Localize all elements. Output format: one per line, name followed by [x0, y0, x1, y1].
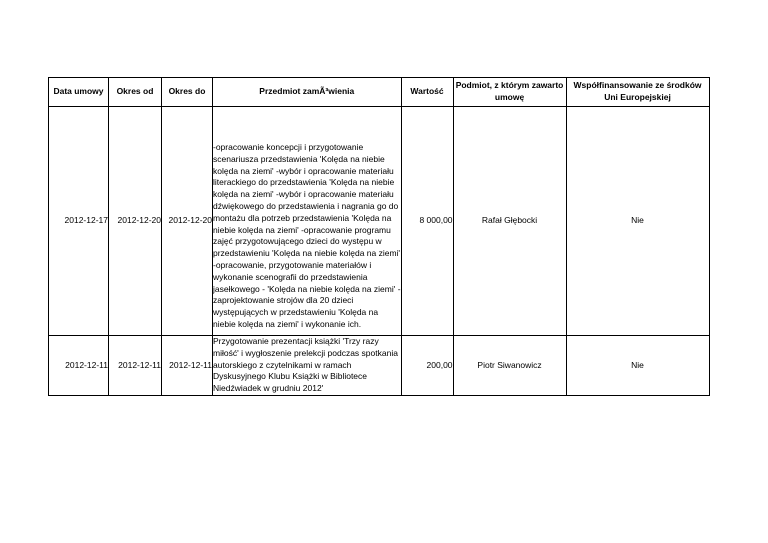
- subject-line: -opracowanie koncepcji i przygotowanie: [213, 142, 364, 152]
- subject-line: montażu dla potrzeb przedstawienia 'Kolęda na: [213, 212, 392, 223]
- table-row: [49, 336, 710, 396]
- cell-wartosc: 200,00: [401, 336, 453, 396]
- subject-line: zajęć przygotowującego dzieci do występu w: [213, 236, 382, 247]
- cell-podmiot: Piotr Siwanowicz: [453, 336, 566, 396]
- cell-okres-od: 2012-12-11: [109, 336, 162, 396]
- header-podmiot: Podmiot, z którym zawarto umowę: [453, 78, 566, 107]
- subject-line: jasełkowego - 'Kolęda na niebie kolęda na ziemi' -: [213, 283, 401, 294]
- cell-okres-do: 2012-12-11: [162, 336, 213, 396]
- cell-data-umowy: 2012-12-17: [49, 107, 109, 336]
- subject-line: niebie kolęda na ziemi' -opracowanie programu: [213, 224, 391, 235]
- cell-przedmiot: [213, 336, 402, 396]
- subject-line: przedstawieniu 'Kolęda na niebie kolęda na ziemi': [213, 248, 401, 259]
- header-data-umowy: Data umowy: [49, 78, 109, 107]
- subject-line: zaprojektowanie strojów dla 20 dzieci: [213, 295, 354, 306]
- header-wspolfinansowanie: Współfinansowanie ze środków Uni Europejskiej: [566, 78, 709, 107]
- cell-okres-do: 2012-12-20: [162, 107, 213, 336]
- subject-line: Przygotowanie prezentacji książki 'Trzy razy: [213, 336, 379, 346]
- subject-line: wykonanie scenografii do przedstawienia: [213, 271, 368, 282]
- cell-data-umowy: 2012-12-11: [49, 336, 109, 396]
- subject-line: kolęda na ziemi' -wybór i opracowanie materiału: [213, 165, 394, 176]
- contracts-table: [48, 77, 710, 396]
- subject-line: występujących w przedstawieniu 'Kolęda na: [213, 307, 379, 318]
- subject-line: scenariusza przedstawienia 'Kolęda na niebie: [213, 153, 385, 164]
- header-okres-do: Okres do: [162, 78, 213, 107]
- subject-line: literackiego do przedstawienia 'Kolęda na niebie: [213, 177, 395, 188]
- subject-line: Niedźwiadek w grudniu 2012': [213, 383, 324, 394]
- cell-podmiot: Rafał Głębocki: [453, 107, 566, 336]
- subject-line: autorskiego z czytelnikami w ramach: [213, 359, 352, 370]
- subject-line: Dyskusyjnego Klubu Książki w Bibliotece: [213, 371, 368, 382]
- cell-okres-od: 2012-12-20: [109, 107, 162, 336]
- header-row: [49, 78, 710, 107]
- cell-wspolfinansowanie: Nie: [566, 107, 709, 336]
- cell-wartosc: 8 000,00: [401, 107, 453, 336]
- table-row: [49, 107, 710, 336]
- subject-line: -opracowanie, przygotowanie materiałów i: [213, 259, 372, 270]
- header-wartosc: Wartość: [401, 78, 453, 107]
- header-przedmiot: Przedmiot zamÃ³wienia: [213, 78, 402, 107]
- subject-line: kolęda na ziemi' -wybór i opracowanie materiału: [213, 189, 394, 200]
- header-okres-od: Okres od: [109, 78, 162, 107]
- cell-wspolfinansowanie: Nie: [566, 336, 709, 396]
- subject-line: niebie kolęda na ziemi' i wykonanie ich.: [213, 318, 362, 329]
- subject-line: miłość' i wygłoszenie prelekcji podczas spotkania: [213, 347, 398, 358]
- subject-line: dźwiękowego do przedstawienia i nagrania go do: [213, 200, 399, 211]
- cell-przedmiot: [213, 107, 402, 336]
